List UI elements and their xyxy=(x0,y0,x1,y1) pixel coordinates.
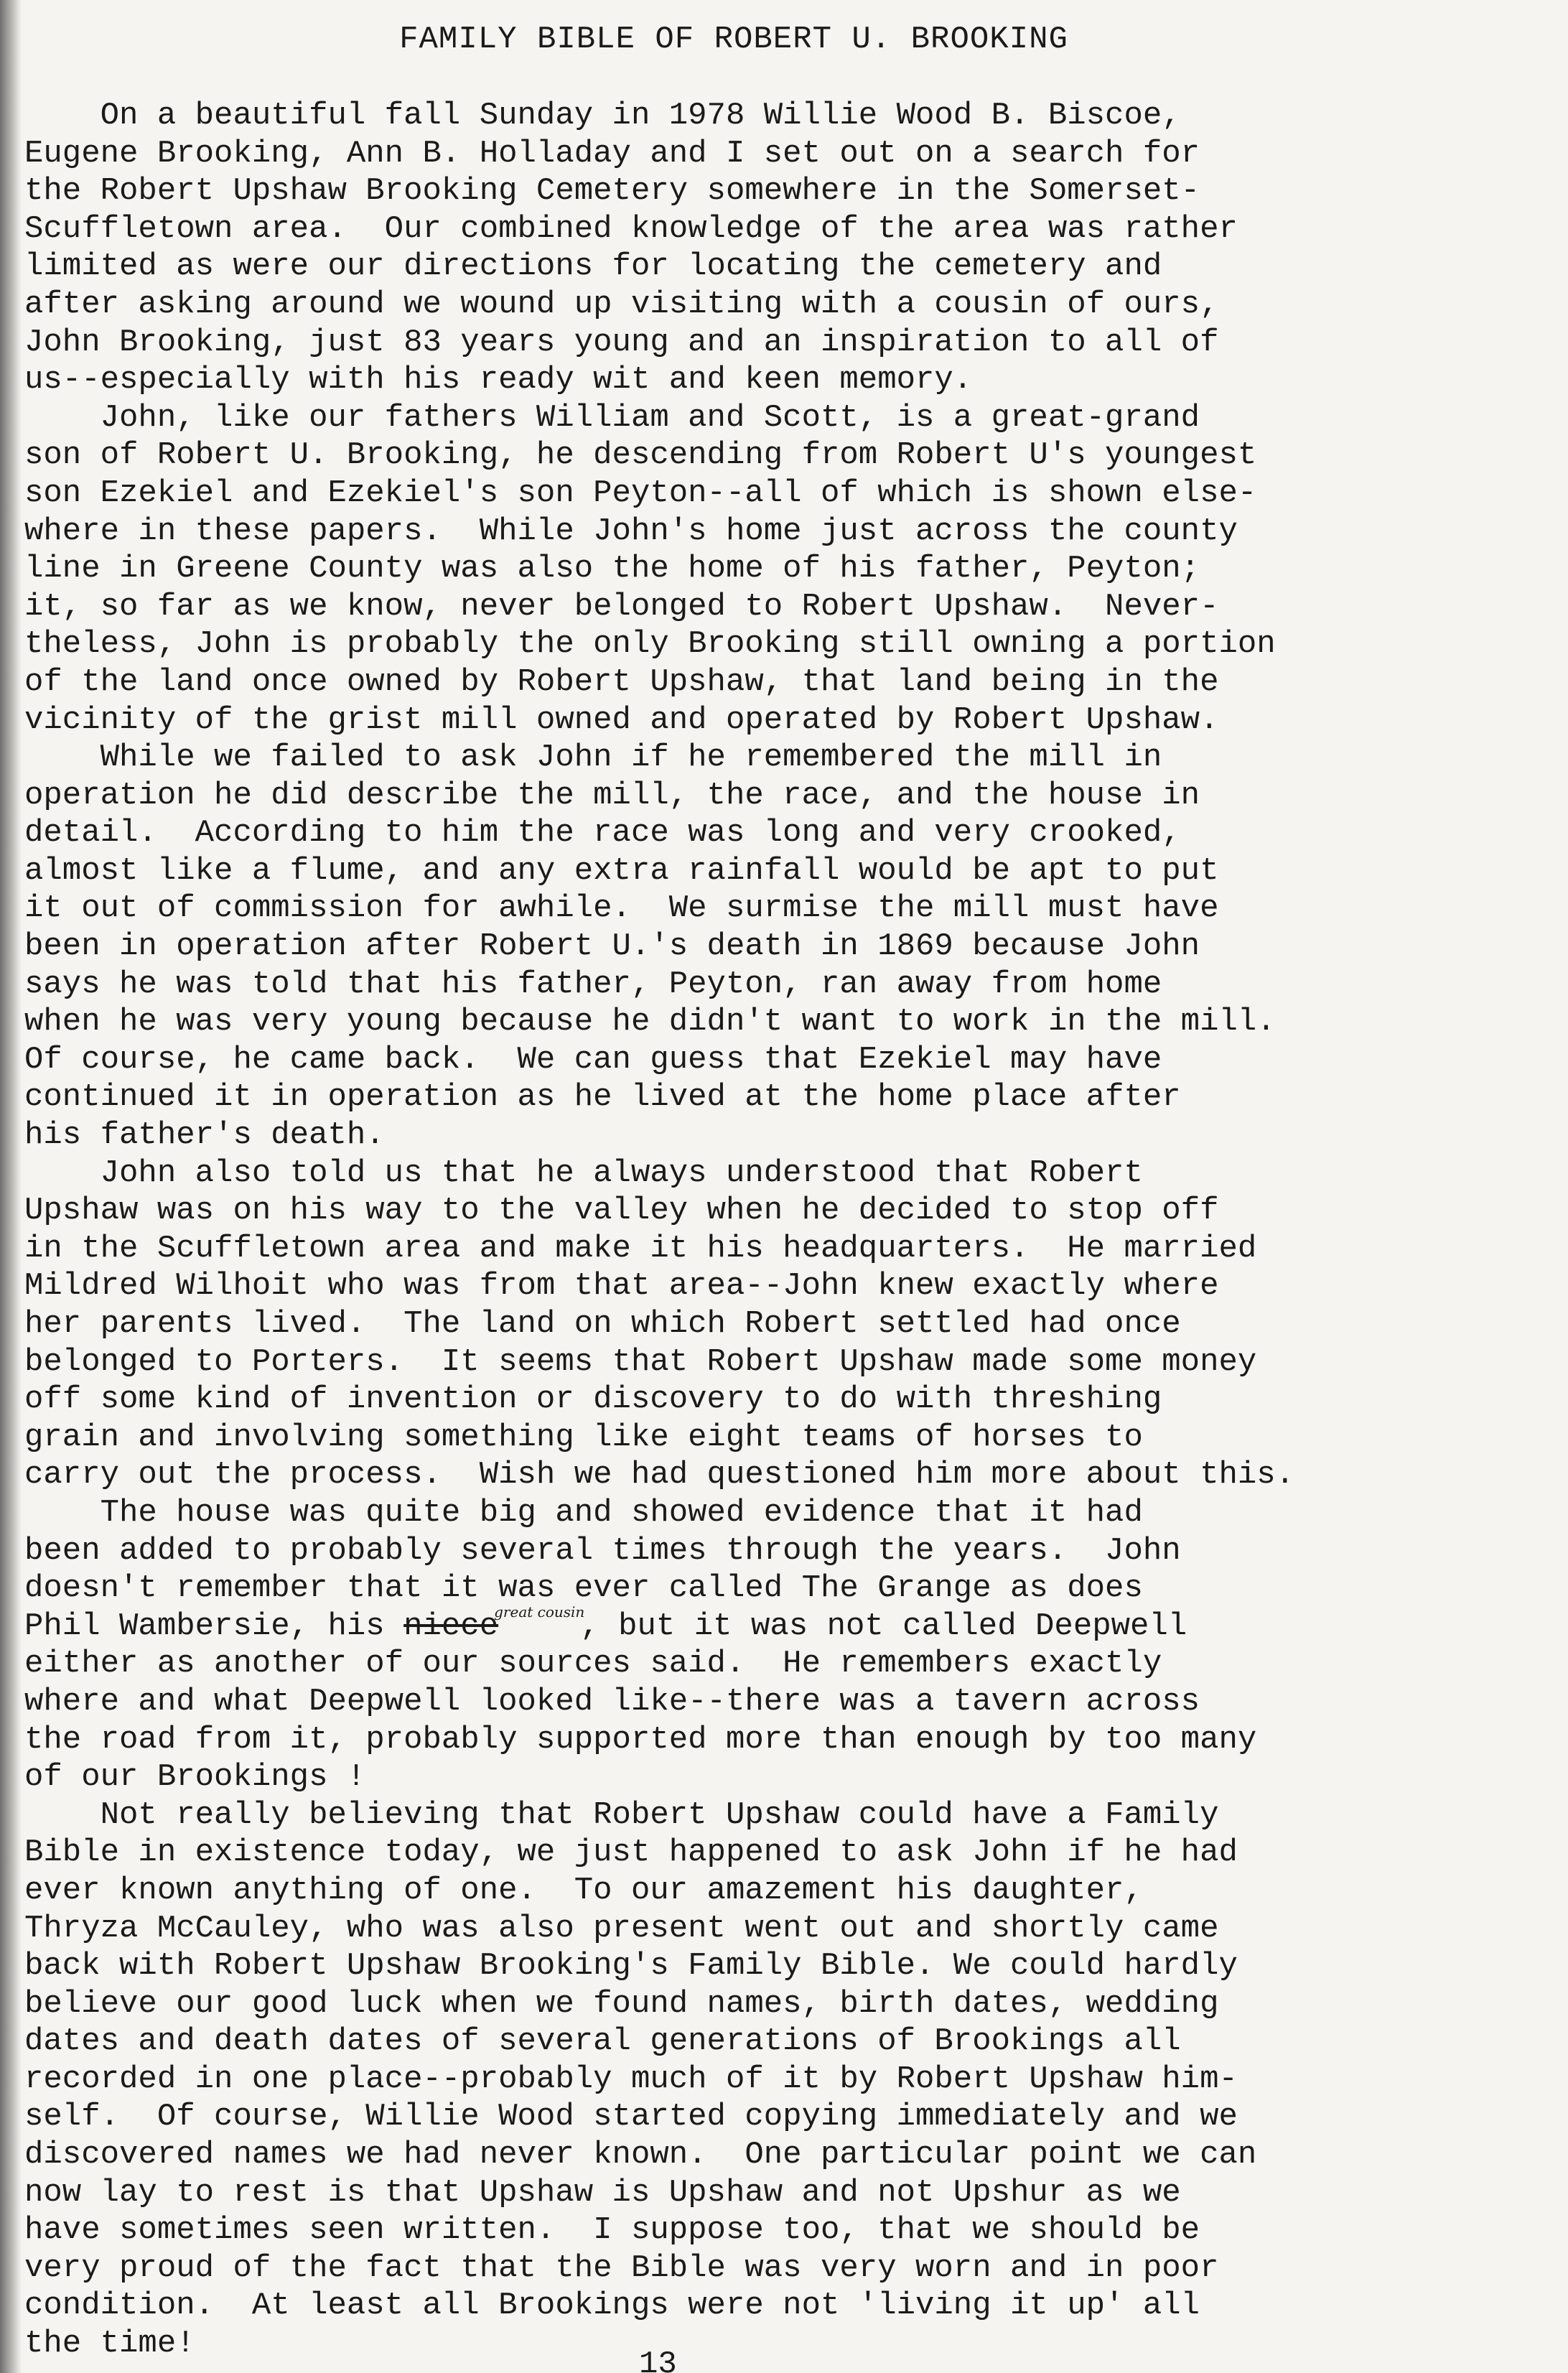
text-line: Upshaw was on his way to the valley when he decided to stop off xyxy=(24,1193,1219,1229)
text-line: vicinity of the grist mill owned and operated by Robert Upshaw. xyxy=(24,701,1219,738)
text-line: been added to probably several times through the years. John xyxy=(24,1532,1181,1569)
text-line: the road from it, probably supported more than enough by too many xyxy=(24,1721,1257,1758)
text-line: John, like our fathers William and Scott, is a great-grand xyxy=(24,399,1200,436)
text-line: her parents lived. The land on which Robert settled had once xyxy=(24,1306,1181,1342)
text-line: While we failed to ask John if he remembered the mill in xyxy=(24,740,1162,776)
page-number: 13 xyxy=(639,2346,677,2373)
text-line: recorded in one place--probably much of it by Robert Upshaw him- xyxy=(24,2061,1238,2097)
text-line: of our Brookings ! xyxy=(24,1759,366,1796)
text-line: when he was very young because he didn't want to work in the mill. xyxy=(24,1004,1276,1040)
text-line: son of Robert U. Brooking, he descending from Robert U's youngest xyxy=(24,437,1257,474)
text-line: his father's death. xyxy=(24,1117,385,1154)
struck-word: niece xyxy=(403,1608,499,1644)
text-line: On a beautiful fall Sunday in 1978 Willie Wood B. Biscoe, xyxy=(24,98,1181,134)
text-line: The house was quite big and showed evidence that it had xyxy=(24,1494,1143,1531)
text-line: where and what Deepwell looked like--there was a tavern across xyxy=(24,1683,1200,1720)
text-line: Eugene Brooking, Ann B. Holladay and I set out on a search for xyxy=(24,135,1200,172)
handwritten-correction: great cousin xyxy=(494,1603,585,1621)
text-line: of the land once owned by Robert Upshaw, that land being in the xyxy=(24,663,1219,700)
text-line: Scuffletown area. Our combined knowledge of the area was rather xyxy=(24,210,1238,247)
text-line: ever known anything of one. To our amazement his daughter, xyxy=(24,1872,1143,1908)
text-line: says he was told that his father, Peyton, ran away from home xyxy=(24,966,1162,1002)
text-line: doesn't remember that it was ever called The Grange as does xyxy=(24,1570,1143,1607)
text-line: Phil Wambersie, his niece$^{great cousin}$, but it was not called Deepwell xyxy=(24,1603,1187,1644)
text-line: Of course, he came back. We can guess that Ezekiel may have xyxy=(24,1041,1162,1078)
text-line: after asking around we wound up visiting with a cousin of ours, xyxy=(24,286,1219,322)
text-line: line in Greene County was also the home of his father, Peyton; xyxy=(24,551,1200,587)
text-line: detail. According to him the race was long and very crooked, xyxy=(24,815,1181,852)
text-line: us--especially with his ready wit and keen memory. xyxy=(24,362,973,398)
page-title: FAMILY BIBLE OF ROBERT U. BROOKING xyxy=(399,22,1068,57)
text-line: theless, John is probably the only Brooking still owning a portion xyxy=(24,626,1276,663)
text-line: where in these papers. While John's home just across the county xyxy=(24,513,1238,549)
text-line: dates and death dates of several generations of Brookings all xyxy=(24,2023,1181,2060)
text-line: the time! xyxy=(24,2326,195,2362)
text-line: limited as were our directions for locating the cemetery and xyxy=(24,248,1162,285)
text-line: discovered names we had never known. One particular point we can xyxy=(24,2137,1257,2173)
text-line: Not really believing that Robert Upshaw could have a Family xyxy=(24,1796,1219,1833)
text-line: back with Robert Upshaw Brooking's Family Bible. We could hardly xyxy=(24,1948,1238,1985)
text-line: have sometimes seen written. I suppose too, that we should be xyxy=(24,2212,1200,2249)
text-line: very proud of the fact that the Bible was very worn and in poor xyxy=(24,2250,1219,2286)
text-line: now lay to rest is that Upshaw is Upshaw and not Upshur as we xyxy=(24,2174,1181,2211)
text-line: belonged to Porters. It seems that Robert Upshaw made some money xyxy=(24,1343,1257,1380)
text-line: been in operation after Robert U.'s death in 1869 because John xyxy=(24,928,1200,965)
text-line: carry out the process. Wish we had questioned him more about this. xyxy=(24,1457,1295,1493)
page-edge-shadow xyxy=(0,0,22,2373)
text-line: son Ezekiel and Ezekiel's son Peyton--all of which is shown else- xyxy=(24,475,1257,511)
text-line: almost like a flume, and any extra rainfall would be apt to put xyxy=(24,852,1219,889)
text-line: Thryza McCauley, who was also present went out and shortly came xyxy=(24,1910,1219,1947)
document-body xyxy=(24,97,1554,2363)
text-line: it, so far as we know, never belonged to Robert Upshaw. Never- xyxy=(24,588,1219,625)
text-line: grain and involving something like eight teams of horses to xyxy=(24,1419,1143,1455)
text-line: Bible in existence today, we just happened to ask John if he had xyxy=(24,1834,1238,1871)
text-line: self. Of course, Willie Wood started copying immediately and we xyxy=(24,2099,1238,2135)
text-line: Mildred Wilhoit who was from that area--John knew exactly where xyxy=(24,1268,1219,1305)
text-line: in the Scuffletown area and make it his headquarters. He married xyxy=(24,1230,1257,1267)
text-line: condition. At least all Brookings were not 'living it up' all xyxy=(24,2288,1200,2324)
text-line: the Robert Upshaw Brooking Cemetery somewhere in the Somerset- xyxy=(24,173,1200,210)
text-line: it out of commission for awhile. We surmise the mill must have xyxy=(24,890,1219,927)
text-line: John also told us that he always understood that Robert xyxy=(24,1155,1143,1191)
text-line: believe our good luck when we found names, birth dates, wedding xyxy=(24,1985,1219,2022)
text-line: off some kind of invention or discovery to do with threshing xyxy=(24,1381,1162,1418)
text-line: John Brooking, just 83 years young and an inspiration to all of xyxy=(24,324,1219,360)
text-line: continued it in operation as he lived at the home place after xyxy=(24,1079,1181,1116)
text-line: operation he did describe the mill, the race, and the house in xyxy=(24,777,1200,813)
text-line: either as another of our sources said. He remembers exactly xyxy=(24,1646,1162,1682)
